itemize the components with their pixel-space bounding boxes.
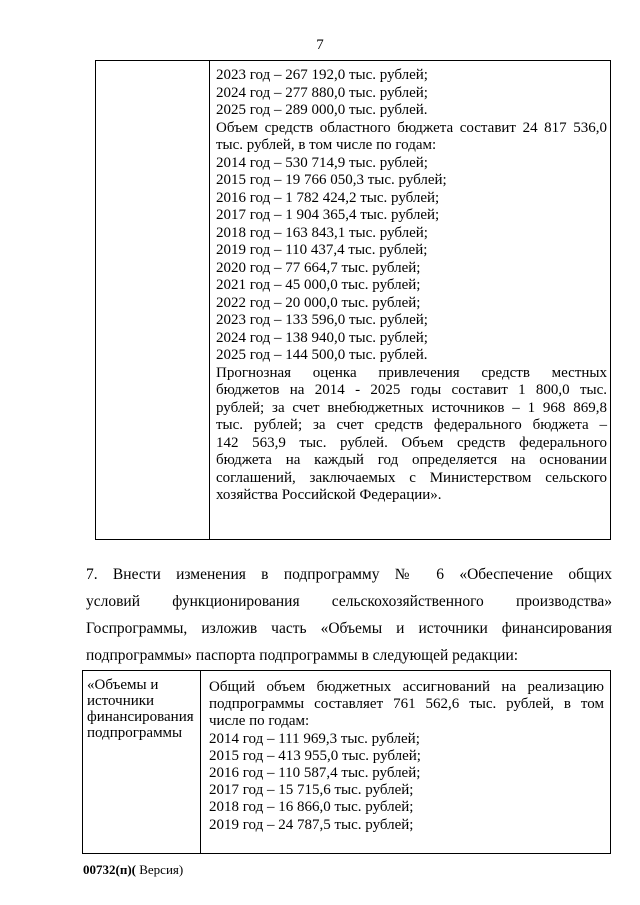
- regional-year-line: 2019 год – 110 437,4 тыс. рублей;: [216, 242, 428, 258]
- paragraph-7-line: подпрограммы» паспорта подпрограммы в следующей редакции:: [86, 647, 519, 664]
- regional-intro-line: тыс. рублей, в том числе по годам:: [216, 137, 437, 153]
- document-code: 00732(п)(: [83, 862, 136, 877]
- forecast-line: бюджетов на 2014 - 2025 годы составит 1 800,0 тыс.: [216, 382, 607, 398]
- regional-year-line: 2018 год – 163 843,1 тыс. рублей;: [216, 224, 428, 241]
- regional-year-line: 2015 год – 19 766 050,3 тыс. рублей;: [216, 172, 447, 188]
- regional-year-line: 2021 год – 45 000,0 тыс. рублей;: [216, 277, 421, 293]
- funding-label-line: «Объемы и: [87, 677, 159, 693]
- regional-intro-line: Объем средств областного бюджета составит 24 817 536,0: [216, 119, 607, 136]
- regional-year-line: 2020 год – 77 664,7 тыс. рублей;: [216, 259, 421, 276]
- table1-right-cell: [210, 61, 611, 540]
- funding-year-line: 2014 год – 111 969,3 тыс. рублей;: [209, 730, 420, 747]
- paragraph-7-line: Госпрограммы, изложив часть «Объемы и источники финансирования: [86, 620, 612, 637]
- regional-year-line: 2017 год – 1 904 365,4 тыс. рублей;: [216, 207, 440, 223]
- funding-label-line: источники: [87, 693, 155, 709]
- funding-year-line: 2019 год – 24 787,5 тыс. рублей;: [209, 816, 414, 833]
- regional-year-line: 2016 год – 1 782 424,2 тыс. рублей;: [216, 189, 440, 206]
- year-line: 2025 год – 289 000,0 тыс. рублей.: [216, 102, 428, 118]
- funding-label-line: финансирования: [87, 709, 194, 725]
- funding-label-line: подпрограммы: [87, 725, 183, 741]
- document-version: Версия): [135, 862, 184, 877]
- regional-year-line: 2023 год – 133 596,0 тыс. рублей;: [216, 312, 428, 328]
- funding-year-line: 2017 год – 15 715,6 тыс. рублей;: [209, 782, 414, 799]
- forecast-line: 142 563,9 тыс. рублей. Объем средств федерального: [216, 434, 607, 451]
- year-line: 2024 год – 277 880,0 тыс. рублей;: [216, 84, 428, 101]
- forecast-line: рублей; за счет внебюджетных источников – 1 968 869,8: [216, 399, 607, 416]
- forecast-line: хозяйства Российской Федерации».: [216, 487, 442, 503]
- funding-year-line: 2015 год – 413 955,0 тыс. рублей;: [209, 747, 421, 764]
- forecast-line: бюджета на каждый год определяется на основании: [216, 452, 607, 468]
- table2-value-cell: [201, 671, 611, 854]
- document-footer: [83, 862, 183, 878]
- funding-intro-line: Общий объем бюджетных ассигнований на реализацию: [209, 679, 604, 695]
- regional-year-line: 2025 год – 144 500,0 тыс. рублей.: [216, 347, 428, 363]
- forecast-line: соглашений, заключаемых с Министерством сельского: [216, 469, 607, 486]
- paragraph-7-line: условий функционирования сельскохозяйственного производства»: [86, 593, 612, 610]
- funding-intro-line: числе по годам:: [209, 713, 310, 730]
- table2-label-cell: [83, 671, 201, 854]
- funding-year-line: 2018 год – 16 866,0 тыс. рублей;: [209, 799, 414, 816]
- paragraph-7-line: 7. Внести изменения в подпрограмму № 6 «Обеспечение общих: [86, 566, 612, 583]
- forecast-line: Прогнозная оценка привлечения средств местных: [216, 364, 607, 381]
- year-line: 2023 год – 267 192,0 тыс. рублей;: [216, 67, 428, 83]
- page-number: 7: [316, 37, 324, 53]
- funding-table-continued: [95, 60, 611, 540]
- table1-left-cell: [96, 61, 210, 540]
- forecast-line: тыс. рублей; за счет средств федерального бюджета –: [216, 417, 607, 433]
- regional-year-line: 2024 год – 138 940,0 тыс. рублей;: [216, 329, 428, 346]
- subprogram-funding-table: [82, 670, 611, 854]
- funding-intro-line: подпрограммы составляет 761 562,6 тыс. рублей, в том: [209, 696, 604, 713]
- regional-year-line: 2022 год – 20 000,0 тыс. рублей;: [216, 294, 421, 311]
- funding-year-line: 2016 год – 110 587,4 тыс. рублей;: [209, 765, 421, 782]
- regional-year-line: 2014 год – 530 714,9 тыс. рублей;: [216, 154, 428, 171]
